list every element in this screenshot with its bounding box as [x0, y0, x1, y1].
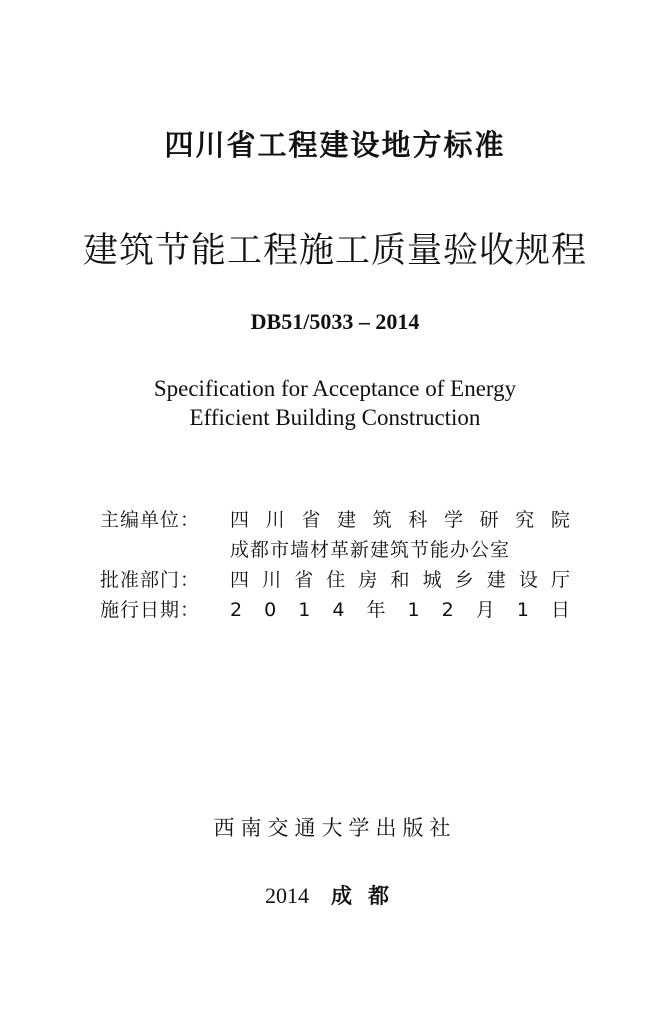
effective-date-char: 1 [407, 599, 420, 621]
chief-editor-char: 科 [408, 509, 428, 531]
approval-char: 房 [358, 569, 378, 591]
chief-editor-row [100, 505, 570, 535]
chief-editor-char: 川 [265, 509, 285, 531]
document-info-block [100, 505, 570, 625]
chief-editor-value-1 [230, 505, 570, 535]
approval-char: 住 [326, 569, 346, 591]
chief-editor-char: 研 [479, 509, 499, 531]
chief-editor-row-2 [100, 535, 570, 565]
document-title-english [0, 374, 670, 432]
chief-editor-label: 主编单位： [100, 509, 201, 531]
approval-label: 批准部门： [100, 569, 201, 591]
chief-editor-char: 建 [336, 509, 356, 531]
chief-editor-char: 四 [230, 509, 250, 531]
chief-editor-char: 省 [301, 509, 321, 531]
effective-date-char: 1 [298, 599, 311, 621]
chief-editor-char: 筑 [372, 509, 392, 531]
series-title: 四川省工程建设地方标准 [164, 128, 506, 162]
effective-date-char: 0 [264, 599, 277, 621]
chief-editor-value-2: 成都市墙材革新建筑节能办公室 [230, 539, 511, 561]
approval-char: 建 [486, 569, 506, 591]
approval-char: 和 [390, 569, 410, 591]
approval-char: 城 [422, 569, 442, 591]
approval-row [100, 565, 570, 595]
publication-place-year [0, 880, 670, 910]
effective-date-char: 2 [230, 599, 243, 621]
effective-date-char: 月 [475, 599, 495, 621]
approval-char: 川 [262, 569, 282, 591]
effective-date-char: 年 [366, 599, 386, 621]
chief-editor-char: 学 [443, 509, 463, 531]
standard-code: DB51/5033 – 2014 [250, 309, 420, 334]
effective-date-char: 日 [550, 599, 570, 621]
info-label-spacer [100, 535, 230, 565]
effective-date-row [100, 595, 570, 625]
effective-date-char: 2 [441, 599, 454, 621]
publisher-name: 西南交通大学出版社 [213, 816, 457, 840]
english-title-line-1: Specification for Acceptance of Energy [153, 376, 517, 401]
publication-year: 2014 [265, 883, 309, 908]
approval-char: 四 [230, 569, 250, 591]
approval-char: 省 [294, 569, 314, 591]
approval-char: 设 [518, 569, 538, 591]
chief-editor-char: 院 [550, 509, 570, 531]
effective-date-value [230, 595, 570, 625]
approval-char: 乡 [454, 569, 474, 591]
effective-date-label: 施行日期： [100, 599, 201, 621]
chief-editor-char: 究 [515, 509, 535, 531]
document-title-chinese: 建筑节能工程施工质量验收规程 [82, 231, 587, 271]
english-title-line-2: Efficient Building Construction [189, 405, 481, 430]
approval-char: 厅 [550, 569, 570, 591]
publication-city: 成都 [331, 884, 405, 908]
approval-value [230, 565, 570, 595]
effective-date-char: 4 [332, 599, 345, 621]
effective-date-char: 1 [516, 599, 529, 621]
